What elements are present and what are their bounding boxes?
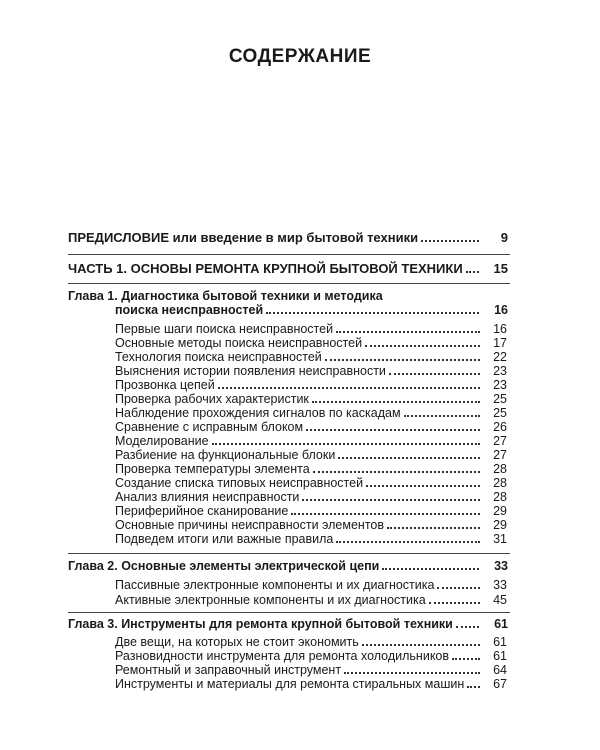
toc-section-label: Первые шаги поиска неисправностей <box>115 322 334 336</box>
dot-leader <box>336 541 480 543</box>
dot-leader <box>338 457 480 459</box>
toc-section[interactable] <box>115 462 507 476</box>
toc-page-number: 23 <box>493 364 507 378</box>
toc-page-number: 61 <box>493 635 507 649</box>
dot-leader <box>387 527 480 529</box>
toc-section[interactable] <box>115 504 507 518</box>
toc-entry-chapter-2[interactable] <box>68 559 508 573</box>
toc-section-label: Две вещи, на которых не стоит экономить <box>115 635 359 649</box>
toc-section[interactable] <box>115 336 507 350</box>
toc-section-label: Разбиение на функциональные блоки <box>115 448 336 462</box>
toc-section-label: Пассивные электронные компоненты и их диагностика <box>115 578 435 592</box>
toc-page-number: 26 <box>493 420 507 434</box>
toc-page-number: 29 <box>493 504 507 518</box>
toc-section[interactable] <box>115 420 507 434</box>
dot-leader <box>389 373 480 375</box>
toc-section-label: Подведем итоги или важные правила <box>115 532 334 546</box>
dot-leader <box>437 587 480 589</box>
toc-entry-label: Глава 3. Инструменты для ремонта крупной бытовой техники <box>68 617 453 631</box>
toc-page-number: 22 <box>493 350 507 364</box>
toc-section-label: Анализ влияния неисправности <box>115 490 300 504</box>
divider <box>68 254 510 255</box>
dot-leader <box>344 672 480 674</box>
toc-entry-label: поиска неисправностей <box>115 303 264 317</box>
toc-section-label: Инструменты и материалы для ремонта стиральных машин <box>115 677 465 691</box>
dot-leader <box>366 485 480 487</box>
toc-page-number: 9 <box>500 230 508 245</box>
toc-section-label: Основные методы поиска неисправностей <box>115 336 363 350</box>
toc-entry-chapter-3[interactable] <box>68 617 508 631</box>
toc-page-number: 64 <box>493 663 507 677</box>
toc-page-number: 61 <box>493 649 507 663</box>
toc-section[interactable] <box>115 392 507 406</box>
dot-leader <box>365 345 480 347</box>
toc-section[interactable] <box>115 649 507 663</box>
dot-leader <box>302 499 480 501</box>
toc-page-number: 28 <box>493 476 507 490</box>
chapter-1-title-line1[interactable]: Глава 1. Диагностика бытовой техники и методика <box>68 289 383 303</box>
dot-leader <box>452 658 480 660</box>
toc-entry-label: ПРЕДИСЛОВИЕ или введение в мир бытовой техники <box>68 230 419 245</box>
page-title: СОДЕРЖАНИЕ <box>228 46 372 67</box>
dot-leader <box>266 312 479 314</box>
toc-section-label: Периферийное сканирование <box>115 504 289 518</box>
toc-section[interactable] <box>115 350 507 364</box>
dot-leader <box>312 401 480 403</box>
dot-leader <box>291 513 480 515</box>
divider <box>68 553 510 554</box>
toc-entry-chapter-1[interactable] <box>115 303 508 317</box>
dot-leader <box>456 626 479 628</box>
toc-entry-part-1[interactable] <box>68 261 508 276</box>
toc-section-label: Создание списка типовых неисправностей <box>115 476 364 490</box>
toc-section[interactable] <box>115 406 507 420</box>
dot-leader <box>466 271 479 273</box>
toc-section[interactable] <box>115 490 507 504</box>
toc-page-number: 29 <box>493 518 507 532</box>
toc-page-number: 27 <box>493 434 507 448</box>
dot-leader <box>362 644 480 646</box>
toc-page-number: 45 <box>493 593 507 607</box>
toc-page-number: 33 <box>493 578 507 592</box>
toc-section[interactable] <box>115 532 507 546</box>
toc-section-label: Сравнение с исправным блоком <box>115 420 304 434</box>
toc-section-label: Разновидности инструмента для ремонта холодильников <box>115 649 450 663</box>
dot-leader <box>336 331 480 333</box>
toc-section-label: Прозвонка цепей <box>115 378 215 392</box>
toc-page-number: 28 <box>493 462 507 476</box>
toc-page-number: 16 <box>494 303 508 317</box>
toc-page-number: 25 <box>493 406 507 420</box>
dot-leader <box>404 415 480 417</box>
dot-leader <box>306 429 480 431</box>
toc-section[interactable] <box>115 476 507 490</box>
toc-section[interactable] <box>115 434 507 448</box>
toc-page-number: 17 <box>493 336 507 350</box>
toc-entry-preface[interactable] <box>68 230 508 245</box>
toc-section-label: Проверка температуры элемента <box>115 462 310 476</box>
toc-section[interactable] <box>115 364 507 378</box>
toc-section-label: Наблюдение прохождения сигналов по каскадам <box>115 406 401 420</box>
toc-entry-label: Глава 2. Основные элементы электрической цепи <box>68 559 380 573</box>
toc-section[interactable] <box>115 518 507 532</box>
dot-leader <box>421 240 479 242</box>
toc-section-label: Моделирование <box>115 434 209 448</box>
dot-leader <box>212 443 480 445</box>
toc-section[interactable] <box>115 448 507 462</box>
toc-section-label: Ремонтный и заправочный инструмент <box>115 663 342 677</box>
toc-section-label: Выяснения истории появления неисправности <box>115 364 386 378</box>
toc-page-number: 15 <box>493 261 508 276</box>
toc-section[interactable] <box>115 663 507 677</box>
toc-page-number: 61 <box>494 617 508 631</box>
dot-leader <box>325 359 480 361</box>
toc-page-number: 28 <box>493 490 507 504</box>
toc-page-number: 33 <box>494 559 508 573</box>
toc-section[interactable] <box>115 322 507 336</box>
toc-section[interactable] <box>115 593 507 607</box>
divider <box>68 612 510 613</box>
toc-section-label: Технология поиска неисправностей <box>115 350 322 364</box>
toc-section-label: Проверка рабочих характеристик <box>115 392 309 406</box>
dot-leader <box>467 686 480 688</box>
dot-leader <box>429 602 480 604</box>
toc-section-label: Активные электронные компоненты и их диагностика <box>115 593 426 607</box>
toc-section[interactable] <box>115 578 507 592</box>
toc-section[interactable] <box>115 635 507 649</box>
toc-page-number: 67 <box>493 677 507 691</box>
divider <box>68 283 510 284</box>
toc-section[interactable] <box>115 677 507 691</box>
toc-page-number: 31 <box>493 532 507 546</box>
toc-page-number: 27 <box>493 448 507 462</box>
toc-page-number: 23 <box>493 378 507 392</box>
toc-section-label: Основные причины неисправности элементов <box>115 518 385 532</box>
dot-leader <box>382 568 479 570</box>
toc-entry-label: ЧАСТЬ 1. ОСНОВЫ РЕМОНТА КРУПНОЙ БЫТОВОЙ ТЕХНИКИ <box>68 261 463 276</box>
toc-page-number: 16 <box>493 322 507 336</box>
dot-leader <box>218 387 480 389</box>
toc-page-number: 25 <box>493 392 507 406</box>
toc-section[interactable] <box>115 378 507 392</box>
dot-leader <box>313 471 480 473</box>
